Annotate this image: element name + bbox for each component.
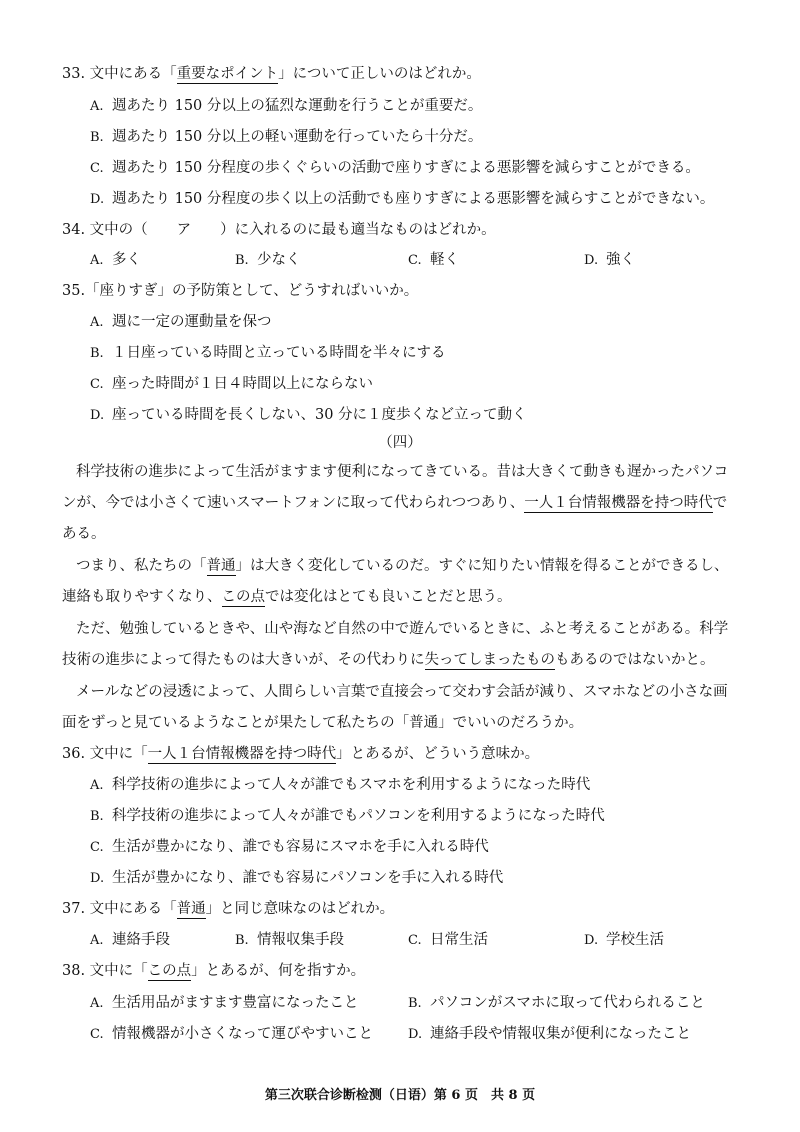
option-text: 軽く (430, 252, 459, 268)
q38-option-b (408, 993, 705, 1014)
text-segment: 38. 文中に「 (62, 963, 148, 979)
q36-option-a (90, 775, 590, 796)
option-letter: A. (90, 778, 104, 793)
question-37-stem (62, 899, 394, 919)
text-segment: ンが、今では小さくて速いスマートフォンに取って代わられつつあり、 (62, 495, 525, 511)
q38-option-c (90, 1024, 373, 1045)
option-text: 週あたり 150 分程度の歩くぐらいの活動で座りすぎによる悪影響を減らすことができる。 (112, 160, 700, 176)
text-segment: 」と同じ意味なのはどれか。 (205, 901, 395, 917)
passage-p1-line2 (62, 493, 727, 513)
option-letter: A. (90, 253, 104, 268)
q35-option-c (90, 374, 373, 395)
passage-p4-line2: 面をずっと見ているようなことが果たして私たちの「普通」でいいのだろうか。 (62, 715, 584, 731)
underlined-phrase: この点 (147, 963, 192, 979)
option-letter: D. (90, 408, 105, 423)
question-34-stem: 34. 文中の（ ア ）に入れるのに最も適当なものはどれか。 (62, 222, 496, 238)
q33-option-b (90, 127, 482, 148)
option-text: 週あたり 150 分程度の歩く以上の活動でも座りすぎによる悪影響を減らすことができない。 (112, 191, 715, 207)
q36-option-d (90, 868, 503, 889)
option-text: 科学技術の進歩によって人々が誰でもパソコンを利用するようになった時代 (112, 808, 605, 824)
option-text: 学校生活 (606, 932, 664, 948)
underlined-phrase: 失ってしまったもの (424, 652, 555, 668)
option-text: 生活用品がますます豊富になったこと (112, 995, 359, 1011)
question-36-stem (62, 744, 539, 764)
q34-option-c (408, 250, 459, 271)
passage-p1-line1: 科学技術の進歩によって生活がますます便利になってきている。昔は大きくて動きも遅かったパソコ (76, 464, 729, 480)
option-text: 情報収集手段 (257, 932, 344, 948)
option-letter: A. (90, 933, 104, 948)
text-segment: つまり、私たちの「 (76, 558, 207, 574)
q36-option-c (90, 837, 489, 858)
option-letter: B. (90, 346, 104, 361)
question-35-stem: 35.「座りすぎ」の予防策として、どうすればいいか。 (62, 283, 419, 299)
option-letter: A. (90, 996, 104, 1011)
option-text: 連絡手段や情報収集が便利になったこと (430, 1026, 691, 1042)
q33-stem-pre: 33. 文中にある「 (62, 66, 177, 82)
passage-p1-line3: ある。 (62, 526, 106, 542)
q34-option-a (90, 250, 141, 271)
q37-option-c (408, 930, 488, 951)
option-text: 座っている時間を長くしない、30 分に１度歩くなど立って動く (112, 407, 527, 423)
q33-underlined-phrase: 重要なポイント (176, 66, 279, 82)
option-letter: C. (90, 161, 104, 176)
option-letter: C. (90, 377, 104, 392)
q34-option-b (235, 250, 301, 271)
option-letter: B. (235, 253, 249, 268)
underlined-phrase: この点 (221, 589, 265, 605)
option-text: 生活が豊かになり、誰でも容易にスマホを手に入れる時代 (112, 839, 489, 855)
option-letter: D. (90, 192, 105, 207)
text-segment: で (712, 495, 728, 511)
option-letter: B. (235, 933, 249, 948)
text-segment: 」とあるが、何を指すか。 (191, 963, 366, 979)
underlined-phrase: 普通 (176, 901, 206, 917)
option-letter: D. (90, 871, 105, 886)
option-text: 少なく (257, 252, 301, 268)
option-letter: D. (408, 1027, 423, 1042)
page-footer: 第三次联合诊断检测（日语）第 6 页 共 8 页 (264, 1088, 536, 1103)
option-letter: C. (90, 1027, 104, 1042)
option-text: 強く (606, 252, 635, 268)
passage-p4-line1: メールなどの浸透によって、人間らしい言葉で直接会って交わす会話が減り、スマホなどの小さな画 (76, 684, 728, 700)
option-text: 連絡手段 (112, 932, 170, 948)
underlined-phrase: 一人１台情報機器を持つ時代 (147, 746, 337, 762)
q38-option-d (408, 1024, 691, 1045)
option-text: 週あたり 150 分以上の軽い運動を行っていたら十分だ。 (112, 129, 483, 145)
option-letter: A. (90, 99, 104, 114)
option-text: 座った時間が１日４時間以上にならない (112, 376, 373, 392)
option-letter: B. (408, 996, 422, 1011)
passage-p2-line2 (62, 587, 512, 607)
text-segment: もあるのではないかと。 (555, 652, 715, 668)
option-text: 日常生活 (430, 932, 488, 948)
text-segment: 技術の進歩によって得たものは大きいが、その代わりに (62, 652, 425, 668)
question-33-stem (62, 64, 481, 84)
q35-option-a (90, 312, 272, 333)
option-text: 生活が豊かになり、誰でも容易にパソコンを手に入れる時代 (112, 870, 504, 886)
q37-option-a (90, 930, 170, 951)
option-letter: B. (90, 130, 104, 145)
text-segment: 」とあるが、どういう意味か。 (336, 746, 540, 762)
q33-stem-post: 」について正しいのはどれか。 (278, 66, 481, 82)
option-letter: A. (90, 315, 104, 330)
q34-option-d (584, 250, 635, 271)
text-segment: では変化はとても良いことだと思う。 (265, 589, 512, 605)
option-letter: B. (90, 809, 104, 824)
q33-option-a (90, 96, 482, 117)
passage-p3-line1: ただ、勉強しているときや、山や海など自然の中で遊んでいるときに、ふと考えることがある。科学 (76, 621, 729, 637)
section-title: （四） (378, 435, 422, 451)
option-text: 科学技術の進歩によって人々が誰でもスマホを利用するようになった時代 (112, 777, 591, 793)
question-38-stem (62, 961, 365, 981)
passage-p3-line2 (62, 650, 715, 670)
q37-option-b (235, 930, 344, 951)
option-text: 多く (112, 252, 141, 268)
option-letter: D. (584, 253, 599, 268)
underlined-phrase: 普通 (206, 558, 236, 574)
underlined-phrase: 一人１台情報機器を持つ時代 (524, 495, 713, 511)
text-segment: 36. 文中に「 (62, 746, 148, 762)
option-text: 週に一定の運動量を保つ (112, 314, 272, 330)
option-letter: C. (90, 840, 104, 855)
option-text: １日座っている時間と立っている時間を半々にする (112, 345, 446, 361)
option-letter: C. (408, 253, 422, 268)
option-letter: D. (584, 933, 599, 948)
q37-option-d (584, 930, 664, 951)
option-text: 週あたり 150 分以上の猛烈な運動を行うことが重要だ。 (112, 98, 483, 114)
text-segment: 」は大きく変化しているのだ。すぐに知りたい情報を得ることができるし、 (235, 558, 729, 574)
text-segment: 連絡も取りやすくなり、 (62, 589, 222, 605)
option-letter: C. (408, 933, 422, 948)
q38-option-a (90, 993, 359, 1014)
q33-option-c (90, 158, 700, 179)
option-text: 情報機器が小さくなって運びやすいこと (112, 1026, 373, 1042)
text-segment: 37. 文中にある「 (62, 901, 177, 917)
passage-p2-line1 (76, 556, 729, 576)
q36-option-b (90, 806, 605, 827)
q33-option-d (90, 189, 714, 210)
q35-option-b (90, 343, 446, 364)
option-text: パソコンがスマホに取って代わられること (430, 995, 705, 1011)
q35-option-d (90, 405, 527, 426)
